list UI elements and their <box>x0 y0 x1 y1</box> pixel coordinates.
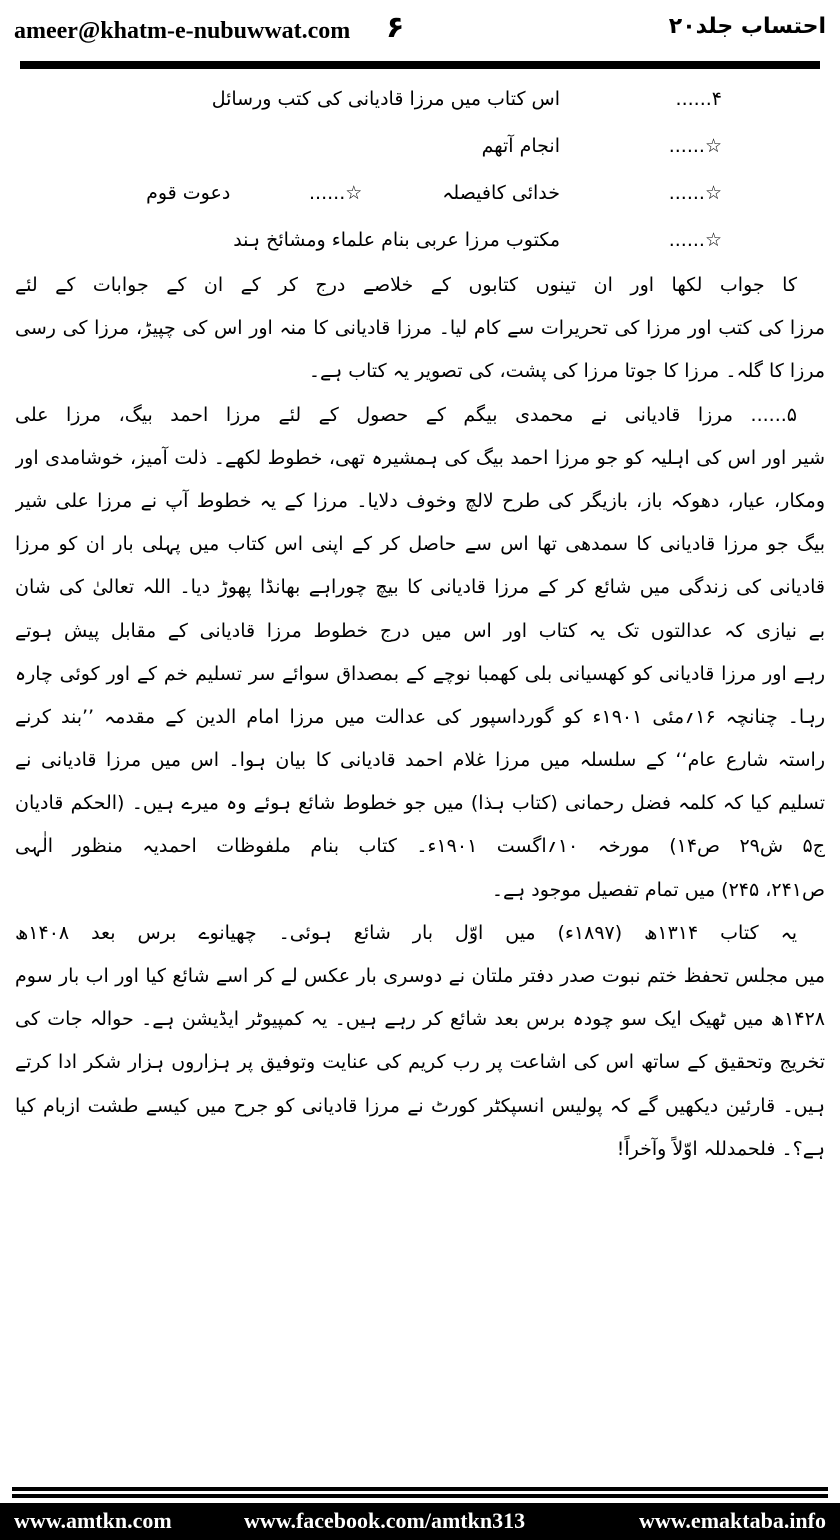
text-line: مرزا کا گلہ۔ مرزا کا جوتا مرزا کی پشت، کی تصویر یہ کتاب ہے۔ <box>308 360 825 383</box>
footer-link-amtkn[interactable]: www.amtkn.com <box>14 1508 172 1533</box>
text-line: رہا۔ چنانچہ ۱۶؍مئی ۱۹۰۱ء کو گورداسپور کی عدالت میں مرزا امام الدین کے مقدمہ ’’بند کرنے <box>15 705 825 728</box>
footer-link-emaktaba[interactable]: www.emaktaba.info <box>638 1508 826 1533</box>
text-line: میں مجلس تحفظ ختم نبوت صدر دفتر ملتان نے دوسری بار عکس لے کر اسے شائع کیا اور اب بار سوم <box>15 965 825 987</box>
list-item <box>122 217 722 264</box>
list-item-text: مکتوب مرزا عربی بنام علماء ومشائخ ہند <box>233 229 560 251</box>
list-item <box>122 76 722 123</box>
star-icon: ☆...... <box>668 229 722 251</box>
page-footer <box>0 1503 840 1540</box>
star-icon: ☆...... <box>309 182 363 204</box>
text-line: بے نیازی کہ عدالتوں تک یہ کتاب اور اس میں درج خطوط مرزا قادیانی کے مقابل پیش ہوتے <box>15 619 825 642</box>
text-line: یہ کتاب ۱۳۱۴ھ (۱۸۹۷ء) میں اوّل بار شائع ہوئی۔ چھیانوے برس بعد ۱۴۰۸ھ <box>15 921 797 944</box>
header-rule <box>20 61 820 69</box>
list-item-text: خدائی کافیصلہ <box>442 182 560 204</box>
text-line: ج۵ ش۲۹ ص۱۴) مورخہ ۱۰؍اگست ۱۹۰۱ء۔ کتاب بنام ملفوظات احمدیہ منظور الٰہی <box>15 835 825 858</box>
list-item <box>122 170 722 217</box>
text-line: کا جواب لکھا اور ان تینوں کتابوں کے خلاصے درج کر کے ان کے جوابات کے لئے <box>15 274 797 296</box>
list-item-text: انجام آتھم <box>481 135 560 157</box>
text-line: بیگ جو مرزا قادیانی کا سمدھی تھا اس سے حاصل کر کے اپنی اس کتاب میں پہلی بار ان کو مرزا <box>15 533 825 556</box>
text-line: مرزا کی کتب اور مرزا کی تحریرات سے کام لیا۔ مرزا قادیانی کا منہ اور اس کی چپیڑ، مرزا کی رسی <box>15 317 825 340</box>
volume-title: احتساب جلد۲۰ <box>668 14 826 39</box>
list-item-text: اس کتاب میں مرزا قادیانی کی کتب ورسائل <box>211 88 560 110</box>
text-line: ۱۴۲۸ھ میں ٹھیک ایک سو چودہ برس بعد شائع کر رہے ہیں۔ یہ کمپیوٹر ایڈیشن ہے۔ حوالہ جات کی <box>15 1008 825 1031</box>
text-line: شیر اور اس کی اہلیہ کو جو مرزا احمد بیگ کی ہمشیرہ تھی، خطوط لکھے۔ ذلت آمیز، خوشامدی اور <box>15 446 825 469</box>
body-text <box>15 264 825 1171</box>
footer-link-facebook[interactable]: www.facebook.com/amtkn313 <box>244 1508 526 1533</box>
list-item-text: دعوت قوم <box>146 182 231 204</box>
star-icon: ☆...... <box>668 135 722 157</box>
footer-rule <box>12 1494 828 1498</box>
text-line: قادیانی کی زندگی میں شائع کر کے مرزا قادیانی کا بیچ چوراہے بھانڈا پھوڑ دیا۔ اللہ تعالیٰ کی شان <box>15 576 825 599</box>
text-line: ومکار، عیار، دھوکہ باز، بازیگر کی طرح لالچ وخوف دلایا۔ مرزا کے یہ خطوط آپ نے مرزا علی شیر <box>15 489 825 512</box>
star-icon: ☆...... <box>668 182 722 204</box>
text-line: رہے اور مرزا قادیانی کو کھسیانی بلی کھمبا نوچے کے بمصداق سوائے سر تسلیم خم کے اور کوئی چارہ <box>15 662 825 685</box>
page-number: ۶ <box>386 10 405 45</box>
footer-rule <box>12 1487 828 1491</box>
text-line: راستہ شارع عام‘‘ کے سلسلہ میں مرزا غلام احمد قادیانی کا بیان ہوا۔ اس میں مرزا قادیانی نے <box>15 749 825 772</box>
item-number: ۴...... <box>675 88 722 110</box>
text-line: تسلیم کیا کہ کلمہ فضل رحمانی (کتاب ہذا) میں جو خطوط شائع ہوئے وہ میرے ہیں۔ (الحکم قادیان <box>15 792 825 815</box>
page-header <box>0 0 840 60</box>
book-list <box>122 76 722 264</box>
text-line: ہے؟۔ فلحمدللہ اوّلاً وآخراً! <box>616 1137 825 1160</box>
text-line: ہیں۔ قارئین دیکھیں گے کہ پولیس انسپکٹر کورٹ نے مرزا قادیانی کو جرح میں کیسے طشت ازبام کیا <box>15 1094 825 1117</box>
text-line: تخریج وتحقیق کے ساتھ اس کی اشاعت پر رب کریم کی عنایت وتوفیق پر ہزاروں ہزار شکر ادا کرتے <box>15 1051 825 1074</box>
text-line: ص۲۴۱، ۲۴۵) میں تمام تفصیل موجود ہے۔ <box>491 878 825 901</box>
list-item <box>122 123 722 170</box>
text-line: ۵...... مرزا قادیانی نے محمدی بیگم کے حصول کے لئے مرزا احمد بیگ، مرزا علی <box>15 403 797 426</box>
header-email: ameer@khatm-e-nubuwwat.com <box>14 18 351 44</box>
